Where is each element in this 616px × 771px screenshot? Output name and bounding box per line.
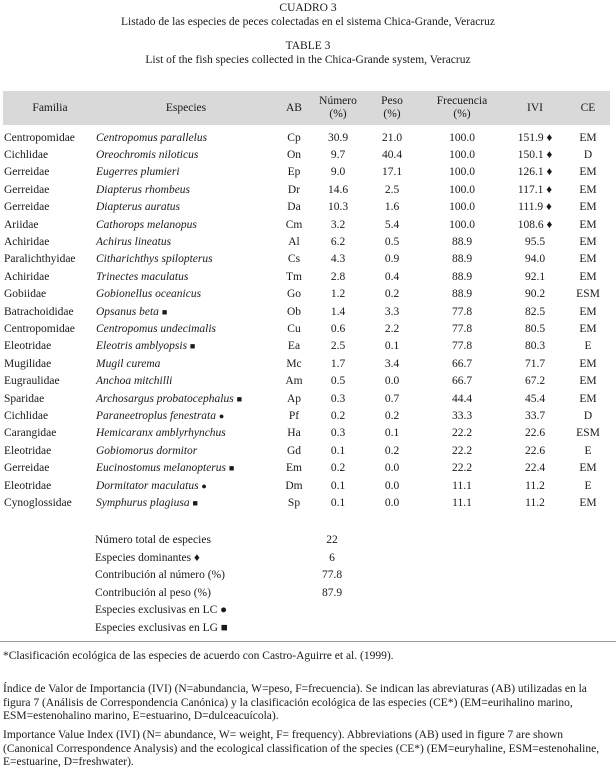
- cell-especie: [96, 286, 276, 303]
- cell-ab: Em: [286, 462, 302, 475]
- header-peso-unit: (%): [383, 108, 401, 120]
- cell-frecuencia: 22.2: [451, 427, 473, 440]
- cell-frecuencia: 88.9: [451, 253, 473, 266]
- cell-ce: EM: [579, 357, 597, 370]
- cell-peso: 2.2: [384, 322, 400, 335]
- cell-ab: Tm: [286, 270, 302, 283]
- cell-peso: 0.0: [384, 496, 400, 509]
- exclusivity-marker-icon: ■: [228, 463, 235, 474]
- species-name: Achirus lineatus: [96, 236, 172, 249]
- cell-especie: [96, 181, 276, 198]
- cell-familia: Cynoglossidae: [4, 496, 72, 509]
- cell-numero: 0.2: [330, 462, 346, 475]
- cell-especie: [96, 129, 276, 146]
- cell-numero: 2.8: [330, 270, 346, 283]
- cell-especie: [96, 442, 276, 459]
- cell-frecuencia: 66.7: [451, 357, 473, 370]
- cell-especie: [96, 199, 276, 216]
- cell-familia: Carangidae: [4, 427, 57, 440]
- caption-title-es: Listado de las especies de peces colectadas en el sistema Chica-Grande, Veracruz: [120, 16, 495, 28]
- exclusivity-marker-icon: ■: [236, 393, 242, 404]
- summary-block: [95, 532, 395, 638]
- cell-ab: Go: [286, 288, 302, 301]
- cell-ce: EM: [579, 131, 597, 144]
- cell-numero: 0.1: [330, 444, 346, 457]
- table-row: [3, 407, 610, 424]
- species-name: Paraneetroplus fenestrata: [96, 409, 216, 422]
- table-header-row: [3, 91, 610, 125]
- cell-peso: 0.5: [384, 236, 400, 249]
- cell-frecuencia: 100.0: [449, 166, 475, 179]
- cell-ab: Ea: [287, 340, 301, 353]
- cell-familia: Centropomidae: [4, 322, 75, 335]
- cell-ivi: 108.6 ♦: [517, 218, 553, 231]
- cell-ce: EM: [579, 201, 597, 214]
- cell-numero: 2.5: [330, 340, 346, 353]
- cell-numero: 0.1: [330, 479, 346, 492]
- table-row: [3, 216, 610, 233]
- cell-peso: 0.0: [384, 375, 400, 388]
- cell-especie: [96, 233, 276, 250]
- cell-frecuencia: 11.1: [452, 496, 472, 509]
- header-especies: Especies: [165, 101, 207, 114]
- table-row: [3, 286, 610, 303]
- cell-frecuencia: 44.4: [451, 392, 473, 405]
- summary-value: 22: [326, 534, 338, 546]
- summary-row: [95, 567, 395, 585]
- cell-frecuencia: 77.8: [451, 322, 473, 335]
- species-name: Opsanus beta: [96, 305, 159, 318]
- cell-ivi: 22.4: [524, 462, 546, 475]
- cell-ab: Al: [288, 236, 300, 249]
- cell-especie: [96, 251, 276, 268]
- table-row: [3, 355, 610, 372]
- footnote-classification: *Clasificación ecológica de las especies de acuerdo con Castro-Aguirre et al. (1999).: [3, 650, 394, 662]
- cell-ivi: 92.1: [524, 270, 546, 283]
- summary-row: [95, 532, 395, 550]
- cell-especie: [96, 425, 276, 442]
- cell-familia: Eleotridae: [4, 479, 52, 492]
- table-body: [3, 129, 610, 512]
- cell-peso: 2.5: [384, 183, 400, 196]
- cell-ivi: 45.4: [524, 392, 546, 405]
- cell-ivi: 117.1 ♦: [517, 183, 553, 196]
- cell-ab: Mc: [286, 357, 302, 370]
- header-familia: Familia: [32, 101, 68, 114]
- cell-ab: Da: [287, 201, 301, 214]
- cell-ce: EM: [579, 183, 597, 196]
- header-numero-unit: (%): [329, 108, 347, 120]
- cell-peso: 5.4: [384, 218, 400, 231]
- cell-ab: Cu: [287, 322, 301, 335]
- species-name: Archosargus probatocephalus: [96, 392, 234, 405]
- cell-peso: 0.1: [384, 340, 400, 353]
- caption-number-es: CUADRO 3: [279, 2, 337, 14]
- cell-ce: EM: [579, 253, 597, 266]
- cell-ab: Cs: [287, 253, 301, 266]
- cell-numero: 0.1: [330, 496, 346, 509]
- cell-peso: 0.0: [384, 479, 400, 492]
- cell-frecuencia: 88.9: [451, 236, 473, 249]
- cell-numero: 0.2: [330, 409, 346, 422]
- cell-peso: 0.7: [384, 392, 400, 405]
- cell-familia: Gerreidae: [4, 462, 50, 475]
- species-name: Eucinostomus melanopterus: [96, 462, 227, 475]
- cell-numero: 1.7: [330, 357, 346, 370]
- table-row: [3, 459, 610, 476]
- header-frecuencia-unit: (%): [453, 108, 471, 120]
- cell-peso: 0.2: [384, 444, 400, 457]
- cell-numero: 9.7: [330, 149, 346, 162]
- cell-ce: D: [583, 409, 593, 422]
- cell-familia: Cichlidae: [4, 149, 49, 162]
- summary-label: Número total de especies: [95, 534, 211, 546]
- header-numero-label: Número: [319, 95, 357, 107]
- table-row: [3, 199, 610, 216]
- summary-label: Especies dominantes ♦: [95, 551, 200, 564]
- caption-number-en: TABLE 3: [285, 40, 331, 52]
- species-name: Dormitator maculatus: [96, 479, 199, 492]
- cell-ab: Sp: [287, 496, 301, 509]
- cell-especie: [96, 146, 276, 163]
- cell-peso: 0.2: [384, 288, 400, 301]
- header-frecuencia-label: Frecuencia: [436, 95, 488, 107]
- table-row: [3, 303, 610, 320]
- cell-ivi: 67.2: [524, 375, 546, 388]
- cell-especie: [96, 372, 276, 389]
- cell-ivi: 11.2: [525, 479, 545, 492]
- cell-especie: [96, 459, 276, 476]
- cell-especie: [96, 477, 276, 494]
- cell-frecuencia: 100.0: [449, 218, 475, 231]
- header-numero: [312, 91, 364, 125]
- species-name: Diapterus auratus: [96, 201, 181, 214]
- summary-label: Especies exclusivas en LG ■: [95, 621, 228, 634]
- cell-familia: Sparidae: [4, 392, 45, 405]
- cell-frecuencia: 22.2: [451, 462, 473, 475]
- cell-numero: 14.6: [327, 183, 349, 196]
- cell-peso: 0.1: [384, 427, 400, 440]
- table-row: [3, 494, 610, 511]
- note-spanish: Índice de Valor de Importancia (IVI) (N=abundancia, W=peso, F=frecuencia). Se indican las abreviaturas (AB) utilizadas en la figura 7 (Análisis de Correspondencia Canónica) y la clasificación ecológica de las especies (CE*) (EM=eurihalino marino, ESM=estenohalino marino, E=estuarino, D=dulceacuícola).: [3, 683, 587, 723]
- cell-peso: 17.1: [381, 166, 403, 179]
- header-peso-label: Peso: [381, 95, 403, 107]
- cell-frecuencia: 77.8: [451, 305, 473, 318]
- cell-ab: On: [286, 149, 302, 162]
- cell-familia: Batrachoididae: [4, 305, 74, 318]
- cell-ce: EM: [579, 496, 597, 509]
- summary-label: Especies exclusivas en LC ●: [95, 604, 228, 617]
- cell-ab: Pf: [288, 409, 300, 422]
- table-row: [3, 477, 610, 494]
- cell-especie: [96, 303, 276, 320]
- cell-familia: Gerreidae: [4, 183, 50, 196]
- cell-ivi: 80.5: [524, 322, 546, 335]
- species-name: Eleotris amblyopsis: [96, 340, 188, 353]
- table-row: [3, 372, 610, 389]
- table-row: [3, 442, 610, 459]
- cell-ce: EM: [579, 322, 597, 335]
- cell-especie: [96, 268, 276, 285]
- species-name: Oreochromis niloticus: [96, 149, 199, 162]
- cell-ce: ESM: [576, 427, 600, 440]
- cell-especie: [96, 216, 276, 233]
- cell-ivi: 22.6: [524, 427, 546, 440]
- summary-value: 6: [329, 551, 335, 564]
- cell-numero: 6.2: [330, 236, 346, 249]
- species-name: Citharichthys spilopterus: [96, 253, 213, 266]
- cell-peso: 0.2: [384, 409, 400, 422]
- cell-numero: 1.2: [330, 288, 346, 301]
- species-name: Gobionellus oceanicus: [96, 288, 202, 301]
- species-name: Mugil curema: [96, 357, 161, 370]
- cell-familia: Achiridae: [4, 270, 50, 283]
- cell-ab: Dm: [285, 479, 303, 492]
- cell-frecuencia: 88.9: [451, 288, 473, 301]
- cell-ivi: 111.9 ♦: [518, 201, 552, 214]
- cell-familia: Eleotridae: [4, 340, 52, 353]
- summary-row: [95, 585, 395, 603]
- exclusivity-marker-icon: ●: [201, 480, 207, 491]
- cell-especie: [96, 164, 276, 181]
- species-name: Symphurus plagiusa: [96, 496, 190, 509]
- cell-numero: 1.4: [330, 305, 346, 318]
- cell-numero: 30.9: [327, 131, 349, 144]
- species-name: Trinectes maculatus: [96, 270, 189, 283]
- caption-title-en: List of the fish species collected in the Chica-Grande system, Veracruz: [145, 54, 471, 66]
- fish-species-table: [3, 91, 610, 512]
- cell-familia: Cichlidae: [4, 409, 49, 422]
- cell-ce: EM: [579, 462, 597, 475]
- cell-ivi: 150.1 ♦: [517, 149, 553, 162]
- cell-frecuencia: 100.0: [449, 201, 475, 214]
- cell-ivi: 95.5: [524, 236, 546, 249]
- species-name: Diapterus rhombeus: [96, 183, 191, 196]
- cell-frecuencia: 66.7: [451, 375, 473, 388]
- exclusivity-marker-icon: ■: [189, 341, 196, 352]
- cell-frecuencia: 77.8: [451, 340, 473, 353]
- exclusivity-marker-icon: ■: [192, 497, 198, 508]
- summary-row: [95, 602, 395, 620]
- species-name: Centropomus undecimalis: [96, 322, 216, 335]
- cell-especie: [96, 494, 276, 511]
- cell-ab: Cp: [287, 131, 301, 144]
- cell-ivi: 90.2: [524, 288, 546, 301]
- table-row: [3, 268, 610, 285]
- species-name: Hemicaranx amblyrhynchus: [96, 427, 226, 440]
- cell-ce: EM: [579, 218, 597, 231]
- cell-ivi: 33.7: [524, 409, 546, 422]
- summary-label: Contribución al peso (%): [95, 586, 211, 599]
- summary-value: 77.8: [321, 569, 343, 582]
- cell-ab: Ap: [286, 392, 302, 405]
- summary-row: [95, 620, 395, 638]
- cell-familia: Centropomidae: [4, 131, 75, 144]
- species-name: Cathorops melanopus: [96, 218, 197, 231]
- table-row: [3, 129, 610, 146]
- cell-peso: 40.4: [381, 149, 403, 162]
- cell-numero: 4.3: [330, 253, 346, 266]
- cell-ivi: 151.9 ♦: [517, 131, 553, 144]
- cell-ce: D: [583, 149, 593, 162]
- table-row: [3, 233, 610, 250]
- cell-ivi: 82.5: [524, 305, 546, 318]
- cell-peso: 3.3: [384, 305, 400, 318]
- table-row: [3, 251, 610, 268]
- summary-row: [95, 550, 395, 568]
- cell-ivi: 11.2: [525, 496, 545, 509]
- table-row: [3, 181, 610, 198]
- cell-numero: 3.2: [330, 218, 346, 231]
- header-ab: AB: [286, 101, 302, 114]
- cell-especie: [96, 407, 276, 424]
- header-frecuencia: [420, 91, 504, 125]
- cell-frecuencia: 100.0: [449, 149, 475, 162]
- cell-numero: 9.0: [330, 166, 346, 179]
- cell-frecuencia: 33.3: [451, 409, 473, 422]
- cell-numero: 0.3: [330, 427, 346, 440]
- cell-especie: [96, 338, 276, 355]
- cell-ivi: 22.6: [524, 444, 546, 457]
- cell-familia: Paralichthyidae: [4, 253, 76, 266]
- cell-ivi: 126.1 ♦: [517, 166, 553, 179]
- exclusivity-marker-icon: ■: [161, 306, 168, 317]
- note-english: Importance Value Index (IVI) (N= abundance, W= weight, F= frequency). Abbreviations (AB) used in figure 7 are shown (Canonical Correspondence Analysis) and the ecological classification of the species (CE*) (EM=euryhaline, ESM=estenohaline, E=estuarine, D=freshwater).: [3, 729, 600, 769]
- cell-numero: 0.6: [330, 322, 346, 335]
- cell-ab: Ob: [286, 305, 302, 318]
- cell-ce: EM: [579, 166, 597, 179]
- cell-numero: 0.5: [330, 375, 346, 388]
- cell-ivi: 94.0: [524, 253, 546, 266]
- table-row: [3, 146, 610, 163]
- exclusivity-marker-icon: ●: [218, 410, 225, 421]
- cell-numero: 10.3: [327, 201, 349, 214]
- cell-ce: EM: [579, 375, 597, 388]
- cell-frecuencia: 11.1: [452, 479, 472, 492]
- cell-especie: [96, 390, 276, 407]
- cell-peso: 3.4: [384, 357, 400, 370]
- table-row: [3, 338, 610, 355]
- footnote-rule: [0, 641, 616, 642]
- cell-familia: Gerreidae: [4, 201, 50, 214]
- cell-especie: [96, 320, 276, 337]
- species-name: Gobiomorus dormitor: [96, 444, 198, 457]
- cell-peso: 21.0: [381, 131, 403, 144]
- cell-familia: Ariidae: [4, 218, 39, 231]
- species-name: Anchoa mitchilli: [96, 375, 173, 388]
- cell-ce: EM: [579, 305, 597, 318]
- cell-ce: EM: [579, 236, 597, 249]
- cell-peso: 0.9: [384, 253, 400, 266]
- cell-ab: Cm: [285, 218, 303, 231]
- cell-familia: Eugraulidae: [4, 375, 60, 388]
- species-name: Centropomus parallelus: [96, 131, 208, 144]
- summary-label: Contribución al número (%): [95, 569, 225, 582]
- table-row: [3, 164, 610, 181]
- cell-frecuencia: 22.2: [451, 444, 473, 457]
- cell-ce: E: [584, 479, 592, 492]
- cell-frecuencia: 100.0: [449, 183, 475, 196]
- species-name: Eugerres plumieri: [96, 166, 180, 179]
- cell-peso: 0.0: [384, 462, 400, 475]
- cell-ivi: 80.3: [524, 340, 546, 353]
- cell-familia: Achiridae: [4, 236, 50, 249]
- header-ivi: IVI: [527, 101, 543, 114]
- cell-ab: Am: [285, 375, 303, 388]
- header-peso: [364, 91, 420, 125]
- table-row: [3, 425, 610, 442]
- cell-ab: Dr: [287, 183, 301, 196]
- cell-numero: 0.3: [330, 392, 346, 405]
- cell-ce: EM: [579, 270, 597, 283]
- header-ce: CE: [580, 101, 596, 114]
- cell-familia: Mugilidae: [4, 357, 52, 370]
- cell-familia: Eleotridae: [4, 444, 52, 457]
- cell-peso: 0.4: [384, 270, 400, 283]
- cell-familia: Gobiidae: [4, 288, 47, 301]
- cell-frecuencia: 88.9: [451, 270, 473, 283]
- cell-ce: E: [584, 340, 592, 353]
- cell-especie: [96, 355, 276, 372]
- cell-ab: Ep: [287, 166, 301, 179]
- cell-ce: EM: [579, 392, 597, 405]
- summary-value: 87.9: [321, 586, 343, 599]
- cell-familia: Gerreidae: [4, 166, 50, 179]
- table-row: [3, 390, 610, 407]
- cell-ab: Gd: [286, 444, 302, 457]
- cell-ab: Ha: [287, 427, 301, 440]
- cell-ce: E: [584, 444, 592, 457]
- cell-ce: ESM: [576, 288, 600, 301]
- cell-frecuencia: 100.0: [449, 131, 475, 144]
- cell-peso: 1.6: [384, 201, 400, 214]
- cell-ivi: 71.7: [524, 357, 546, 370]
- table-row: [3, 320, 610, 337]
